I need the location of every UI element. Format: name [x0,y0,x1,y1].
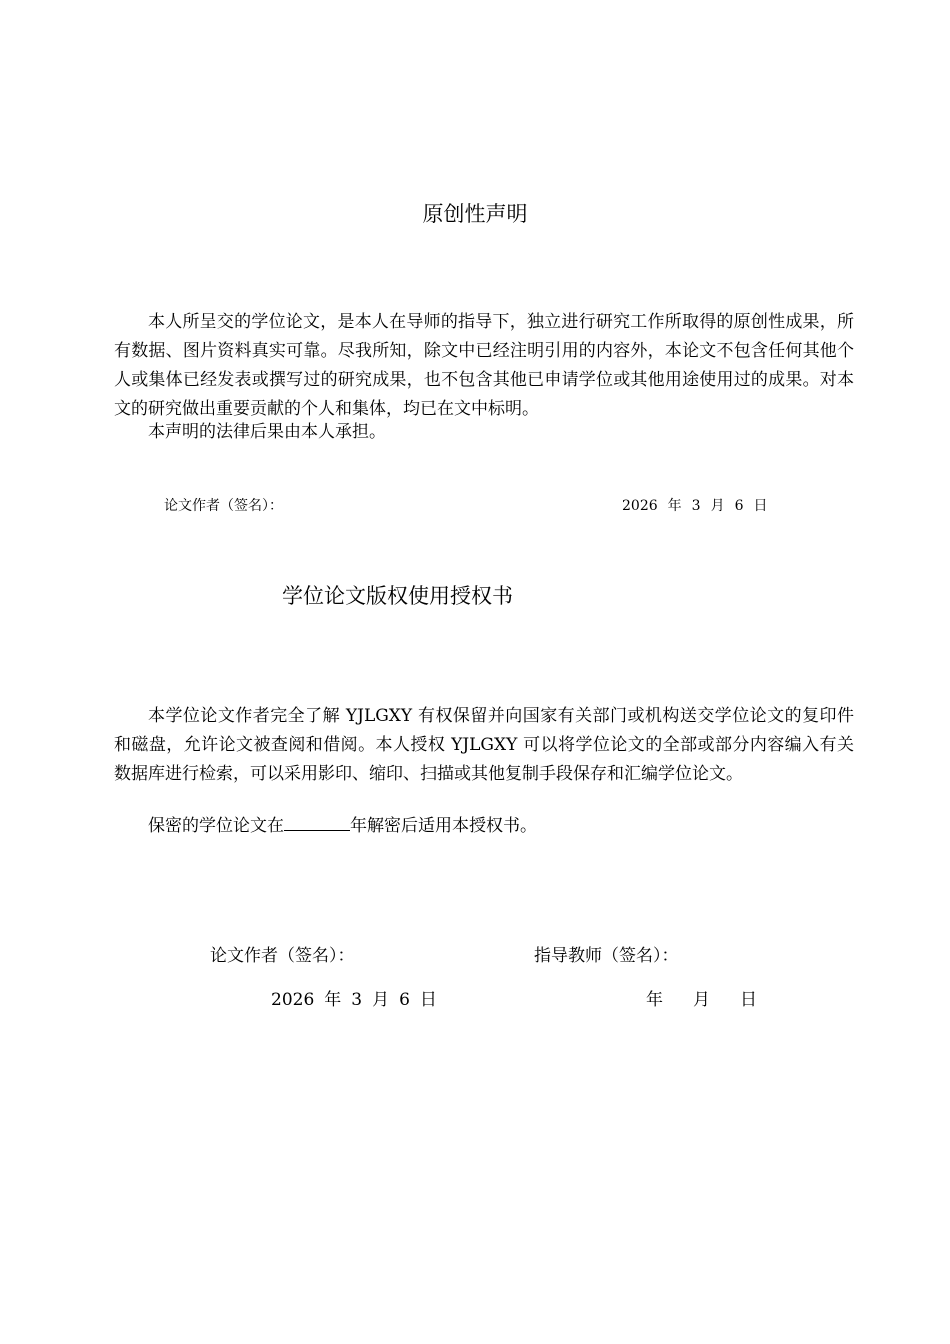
advisor-date [646,988,757,1012]
secrecy-text-after: 年解密后适用本授权书。 [350,816,537,836]
declaration-date-year: 2026 [622,498,658,514]
authorization-title: 学位论文版权使用授权书 [282,584,513,608]
declaration-date-month: 3 [691,498,701,514]
advisor-date-year-unit: 年 [646,990,663,1010]
declaration-date [622,496,767,516]
declaration-signature-label: 论文作者（签名）： [164,498,283,514]
author-date-day-unit: 日 [419,990,437,1010]
declaration-date-year-unit: 年 [667,498,682,514]
declaration-title: 原创性声明 [422,202,528,226]
author-date-month: 3 [351,990,363,1010]
advisor-signature-label: 指导教师（签名）： [534,946,679,966]
author-date-day: 6 [399,990,410,1010]
secrecy-years-blank[interactable] [284,812,350,831]
secrecy-text-before: 保密的学位论文在 [148,816,284,836]
author-date-year: 2026 [271,990,315,1010]
declaration-liability-paragraph: 本声明的法律后果由本人承担。 [148,422,386,442]
author-date-year-unit: 年 [324,990,342,1010]
author-date-month-unit: 月 [372,990,390,1010]
declaration-date-day-unit: 日 [753,498,768,514]
author-date [271,988,437,1012]
advisor-date-day-unit: 日 [740,990,757,1010]
authorization-paragraph: 本学位论文作者完全了解 YJLGXY 有权保留并向国家有关部门或机构送交学位论文的复印件和磁盘，允许论文被查阅和借阅。本人授权 YJLGXY 可以将学位论文的全部或部分内容编入有关数据库进行检索，可以采用影印、缩印、扫描或其他复制手段保存和汇编学位论文。 [114,706,854,784]
declaration-paragraph: 本人所呈交的学位论文，是本人在导师的指导下，独立进行研究工作所取得的原创性成果，所有数据、图片资料真实可靠。尽我所知，除文中已经注明引用的内容外，本论文不包含任何其他个人或集体已经发表或撰写过的研究成果，也不包含其他已申请学位或其他用途使用过的成果。对本文的研究做出重要贡献的个人和集体，均已在文中标明。 [114,312,854,419]
authorization-secrecy-paragraph [114,812,854,841]
declaration-date-day: 6 [734,498,744,514]
advisor-date-month-unit: 月 [693,990,710,1010]
declaration-date-month-unit: 月 [710,498,725,514]
author-signature-label: 论文作者（签名）： [210,946,355,966]
